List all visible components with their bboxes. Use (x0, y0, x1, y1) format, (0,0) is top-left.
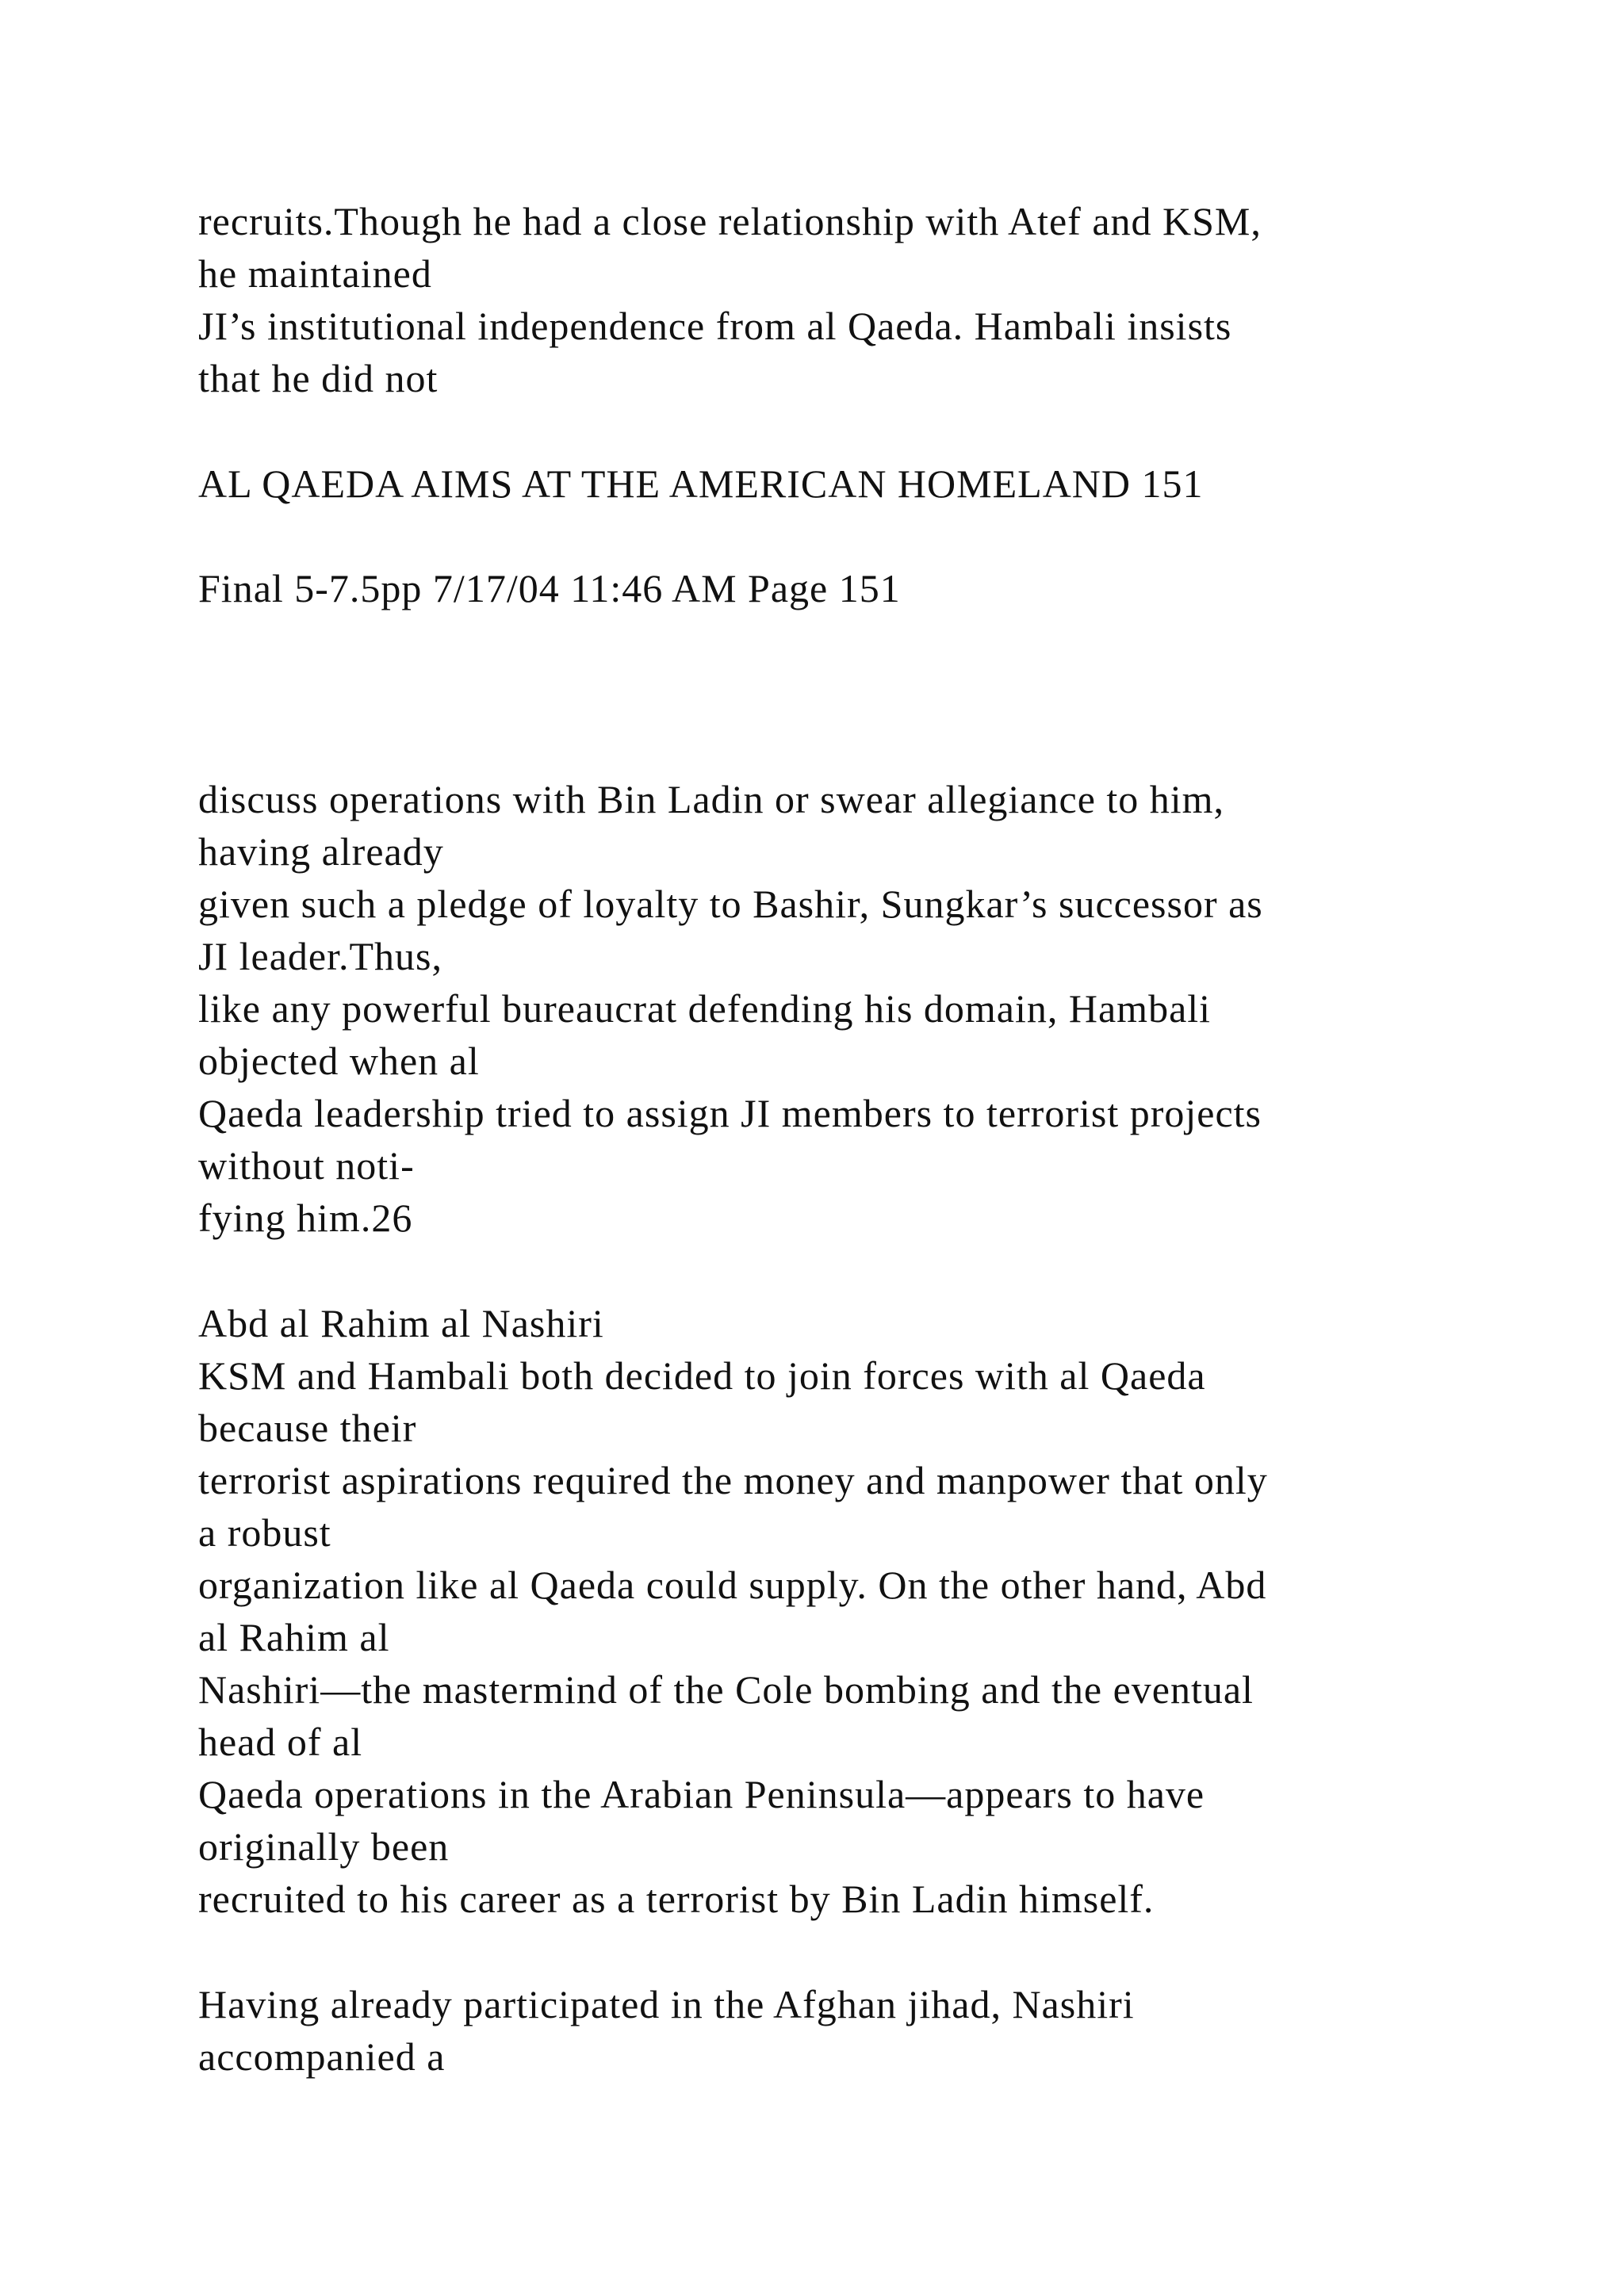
text-line: Qaeda operations in the Arabian Peninsula—appears to have (198, 1772, 1205, 1816)
text-line: fying him.26 (198, 1196, 413, 1240)
text-line: Qaeda leadership tried to assign JI members to terrorist projects (198, 1091, 1262, 1135)
text-line: a robust (198, 1510, 331, 1555)
text-line: Having already participated in the Afghan jihad, Nashiri (198, 1982, 1135, 2026)
text-line: JI’s institutional independence from al Qaeda. Hambali insists (198, 304, 1232, 348)
text-line: because their (198, 1406, 417, 1450)
text-line: al Rahim al (198, 1615, 390, 1659)
text-line: recruits.Though he had a close relationship with Atef and KSM, (198, 199, 1262, 243)
text-line: like any powerful bureaucrat defending his domain, Hambali (198, 986, 1212, 1031)
text-line: having already (198, 829, 444, 874)
text-line: accompanied a (198, 2034, 446, 2079)
text-line: without noti- (198, 1143, 415, 1188)
text-line: discuss operations with Bin Ladin or swear allegiance to him, (198, 777, 1225, 821)
text-line: head of al (198, 1720, 363, 1764)
running-header: AL QAEDA AIMS AT THE AMERICAN HOMELAND 151 (198, 461, 1204, 506)
text-line: Nashiri—the mastermind of the Cole bombing and the eventual (198, 1667, 1254, 1712)
text-line: given such a pledge of loyalty to Bashir, Sungkar’s successor as (198, 882, 1263, 926)
page-footer: Final 5-7.5pp 7/17/04 11:46 AM Page 151 (198, 566, 901, 610)
text-line: recruited to his career as a terrorist by Bin Ladin himself. (198, 1877, 1155, 1921)
text-line: objected when al (198, 1039, 480, 1083)
text-line: KSM and Hambali both decided to join forces with al Qaeda (198, 1353, 1206, 1398)
section-heading: Abd al Rahim al Nashiri (198, 1301, 604, 1345)
text-line: organization like al Qaeda could supply. On the other hand, Abd (198, 1563, 1267, 1607)
text-line: terrorist aspirations required the money and manpower that only (198, 1458, 1268, 1502)
text-line: that he did not (198, 356, 439, 400)
text-line: he maintained (198, 251, 432, 296)
text-line: originally been (198, 1824, 450, 1869)
text-line: JI leader.Thus, (198, 934, 442, 978)
